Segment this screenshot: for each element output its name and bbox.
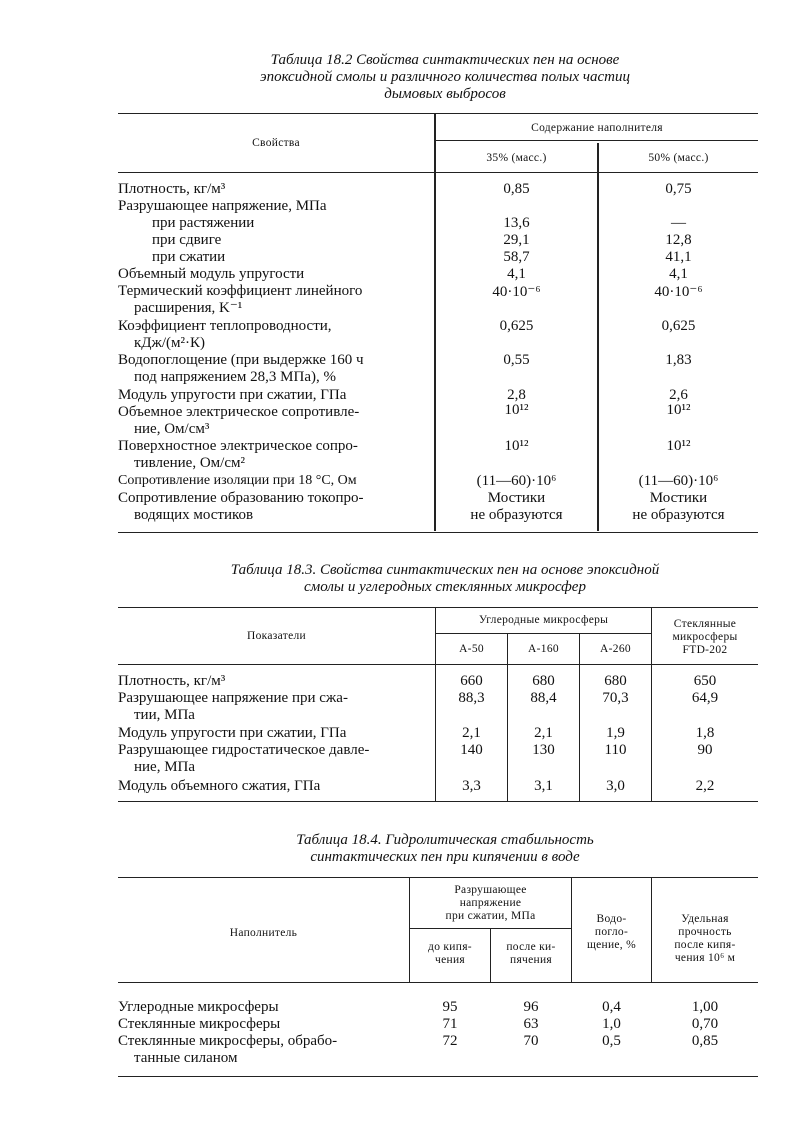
header-line: напряжение	[459, 897, 522, 909]
cell-value: 13,6	[503, 215, 530, 231]
header-line: микросферы	[672, 631, 738, 643]
cell-value: 71	[442, 1016, 458, 1032]
caption-line: Таблица 18.3. Свойства синтактических пен на основе эпоксидной	[230, 562, 660, 578]
cell-value: 2,1	[534, 725, 553, 741]
table-18-3-caption	[130, 562, 760, 596]
column-header-35: 35% (масс.)	[486, 152, 547, 164]
row-label-cont: ние, Ом/см³	[134, 421, 210, 437]
header-line: Стеклянные	[673, 618, 737, 630]
row-label-cont: тии, МПа	[134, 707, 195, 723]
row-label: при сдвиге	[152, 232, 222, 248]
table-rule	[118, 607, 758, 608]
column-header-a160: А-160	[528, 643, 559, 655]
row-label: Сопротивление образованию токопро-	[118, 490, 364, 506]
cell-value: 70,3	[602, 690, 629, 706]
caption-line: эпоксидной смолы и различного количества полых частиц	[259, 69, 631, 85]
header-line: пячения	[509, 954, 553, 966]
cell-value: 3,3	[462, 778, 481, 794]
cell-value: 0,5	[602, 1033, 621, 1049]
header-line: после кипя-	[674, 939, 736, 951]
column-header-carbon-microspheres: Углеродные микросферы	[478, 614, 609, 626]
column-header-specific-strength	[652, 913, 758, 965]
cell-value: 10¹²	[666, 438, 691, 454]
cell-value: 3,0	[606, 778, 625, 794]
cell-value: 0,625	[499, 318, 534, 334]
column-header-water-absorption	[572, 913, 651, 952]
cell-value: 29,1	[503, 232, 530, 248]
table-rule	[118, 113, 758, 114]
row-label: Разрушающее гидростатическое давле-	[118, 742, 370, 758]
cell-value: 2,8	[507, 387, 526, 403]
cell-value: 41,1	[665, 249, 692, 265]
header-line: до кипя-	[428, 941, 472, 953]
table-18-4-caption	[150, 832, 740, 866]
cell-value: 650	[693, 673, 717, 689]
cell-value: 63	[523, 1016, 539, 1032]
row-label-cont: танные силаном	[134, 1050, 238, 1066]
cell-value: 0,55	[503, 352, 530, 368]
row-label-cont: водящих мостиков	[134, 507, 254, 523]
header-line: Удельная	[681, 913, 729, 925]
cell-value: 64,9	[691, 690, 719, 706]
row-label: Разрушающее напряжение, МПа	[118, 198, 327, 214]
cell-value: 1,9	[606, 725, 625, 741]
cell-value: 96	[523, 999, 539, 1015]
cell-value: 130	[532, 742, 555, 758]
table-rule	[118, 1076, 758, 1077]
row-label: Стеклянные микросферы, обрабо-	[118, 1033, 338, 1049]
row-label: Водопоглощение (при выдержке 160 ч	[118, 352, 364, 368]
cell-value: 680	[604, 673, 627, 689]
cell-value: не образуются	[632, 507, 725, 523]
table-rule	[118, 532, 758, 533]
cell-value: (11—60)·10⁶	[476, 473, 557, 489]
row-label: Термический коэффициент линейного	[118, 283, 363, 299]
cell-value: 40·10⁻⁶	[492, 284, 541, 300]
row-label: при сжатии	[152, 249, 226, 265]
column-header-a260: А-260	[600, 643, 631, 655]
header-line: FTD-202	[682, 644, 728, 656]
cell-value: 140	[460, 742, 483, 758]
cell-value: 0,85	[503, 181, 530, 197]
cell-value: 88,3	[458, 690, 485, 706]
cell-value: 1,00	[691, 999, 719, 1015]
row-label: Объемный модуль упругости	[118, 266, 305, 282]
caption-line: Таблица 18.4. Гидролитическая стабильность	[296, 832, 594, 848]
cell-value: 2,6	[669, 387, 688, 403]
cell-value: 660	[460, 673, 483, 689]
column-header-before-boiling	[410, 941, 490, 967]
cell-value: 95	[442, 999, 458, 1015]
table-rule	[436, 633, 651, 634]
table-rule	[436, 140, 758, 141]
header-line: щение, %	[586, 939, 637, 951]
cell-value: 2,2	[695, 778, 715, 794]
cell-value: (11—60)·10⁶	[638, 473, 719, 489]
cell-value: 1,8	[695, 725, 715, 741]
column-header-50: 50% (масс.)	[648, 152, 709, 164]
row-label: при растяжении	[152, 215, 255, 231]
row-label: Поверхностное электрическое сопро-	[118, 438, 358, 454]
row-label-cont: кДж/(м²·К)	[134, 335, 206, 351]
cell-value: 72	[442, 1033, 458, 1049]
cell-value: 40·10⁻⁶	[654, 284, 703, 300]
cell-value: —	[671, 215, 686, 231]
row-label: Модуль упругости при сжатии, ГПа	[118, 725, 347, 741]
column-header-filler-content: Содержание наполнителя	[531, 122, 663, 134]
cell-value: 10¹²	[666, 402, 691, 418]
cell-value: 680	[532, 673, 555, 689]
header-line: чения 10⁶ м	[674, 952, 736, 964]
cell-value: 0,625	[661, 318, 696, 334]
column-header-breaking-stress	[410, 884, 571, 923]
cell-value: 0,70	[691, 1016, 719, 1032]
row-label: Плотность, кг/м³	[118, 181, 226, 197]
table-rule	[579, 633, 580, 801]
column-header-after-boiling	[491, 941, 571, 967]
column-header-indicators: Показатели	[247, 630, 306, 642]
row-label: Объемное электрическое сопротивле-	[118, 404, 360, 420]
cell-value: 90	[697, 742, 713, 758]
cell-value: 2,1	[462, 725, 481, 741]
column-header-a50: А-50	[459, 643, 484, 655]
cell-value: 0,75	[665, 181, 692, 197]
caption-line: смолы и углеродных стеклянных микросфер	[304, 579, 586, 595]
row-label: Модуль упругости при сжатии, ГПа	[118, 387, 347, 403]
table-rule	[507, 633, 508, 801]
table-rule	[118, 664, 758, 665]
cell-value: 58,7	[503, 249, 530, 265]
cell-value: Мостики	[487, 490, 546, 506]
row-label-cont: расширения, K⁻¹	[134, 300, 243, 316]
table-rule	[118, 877, 758, 878]
row-label: Сопротивление изоляции при 18 °С, Ом	[118, 473, 357, 488]
header-line: чения	[435, 954, 465, 966]
row-label: Модуль объемного сжатия, ГПа	[118, 778, 321, 794]
column-header-filler: Наполнитель	[229, 927, 298, 939]
caption-line: синтактических пен при кипячении в воде	[310, 849, 580, 865]
row-label: Углеродные микросферы	[118, 999, 279, 1015]
header-line: Водо-	[596, 913, 627, 925]
cell-value: 0,4	[602, 999, 621, 1015]
column-header-properties: Свойства	[252, 137, 300, 149]
cell-value: 3,1	[534, 778, 553, 794]
table-rule	[118, 801, 758, 802]
cell-value: 4,1	[507, 266, 526, 282]
table-rule	[118, 982, 758, 983]
cell-value: 88,4	[530, 690, 557, 706]
row-label-cont: ние, МПа	[134, 759, 196, 775]
row-label: Плотность, кг/м³	[118, 673, 226, 689]
row-label-cont: тивление, Ом/см²	[134, 455, 245, 471]
row-label: Коэффициент теплопроводности,	[118, 318, 332, 334]
table-rule	[118, 172, 758, 173]
row-label: Разрушающее напряжение при сжа-	[118, 690, 348, 706]
cell-value: 70	[523, 1033, 539, 1049]
row-label-cont: под напряжением 28,3 МПа), %	[134, 369, 336, 385]
cell-value: 4,1	[669, 266, 688, 282]
caption-line: дымовых выбросов	[384, 86, 506, 102]
header-line: при сжатии, МПа	[445, 910, 536, 922]
header-line: после ки-	[506, 941, 556, 953]
header-line: Разрушающее	[454, 884, 527, 896]
caption-line: Таблица 18.2 Свойства синтактических пен на основе	[270, 52, 620, 68]
cell-value: 1,83	[665, 352, 692, 368]
header-line: прочность	[678, 926, 732, 938]
cell-value: 10¹²	[504, 402, 529, 418]
cell-value: 12,8	[665, 232, 692, 248]
row-label: Стеклянные микросферы	[118, 1016, 281, 1032]
cell-value: 110	[604, 742, 627, 758]
table-18-2-caption	[150, 52, 740, 103]
cell-value: 0,85	[691, 1033, 719, 1049]
cell-value: 10¹²	[504, 438, 529, 454]
cell-value: 1,0	[602, 1016, 621, 1032]
column-header-glass-microspheres	[652, 618, 758, 657]
header-line: погло-	[594, 926, 629, 938]
cell-value: не образуются	[470, 507, 563, 523]
cell-value: Мостики	[649, 490, 708, 506]
